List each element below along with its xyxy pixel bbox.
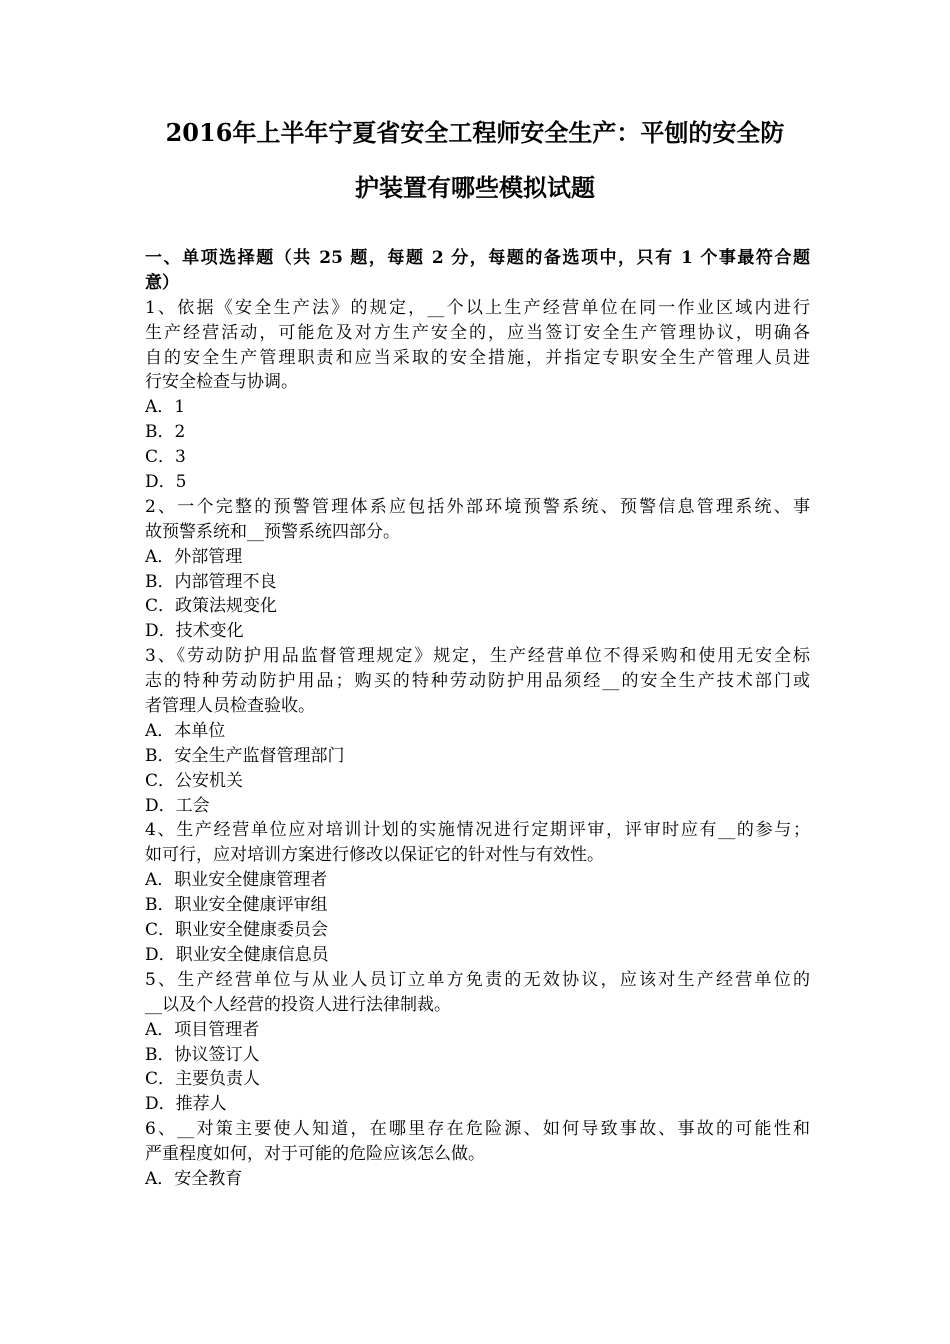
question-text: 3、《劳动防护用品监督管理规定》规定，生产经营单位不得采购和使用无安全标 [145,646,810,667]
option-b: B．安全生产监督管理部门 [145,745,345,766]
question-text: 如可行，应对培训方案进行修改以保证它的针对性与有效性。 [145,845,604,866]
option-c: C．3 [145,447,186,468]
option-b: B．职业安全健康评审组 [145,895,328,916]
question-text: 6、__对策主要使人知道，在哪里存在危险源、如何导致事故、事故的可能性和 [145,1119,810,1140]
question-text: 1、依据《安全生产法》的规定，__个以上生产经营单位在同一作业区域内进行 [145,297,810,318]
question-text: 者管理人员检查验收。 [145,696,315,717]
question-text: 4、生产经营单位应对培训计划的实施情况进行定期评审，评审时应有__的参与； [145,820,810,841]
option-d: D．职业安全健康信息员 [145,944,329,965]
question-2 [145,495,810,644]
option-a: A．本单位 [145,720,226,741]
option-a: A．项目管理者 [145,1019,260,1040]
document-body [145,246,810,1192]
question-text: 行安全检查与协调。 [145,372,298,393]
question-4 [145,818,810,967]
question-3 [145,644,810,818]
option-c: C．公安机关 [145,770,244,791]
option-a: A．职业安全健康管理者 [145,870,328,891]
option-b: B．内部管理不良 [145,571,277,592]
option-b: B．协议签订人 [145,1044,260,1065]
question-text: 严重程度如何，对于可能的危险应该怎么做。 [145,1144,485,1165]
question-text: 自的安全生产管理职责和应当采取的安全措施，并指定专职安全生产管理人员进 [145,347,810,368]
option-d: D．推荐人 [145,1094,227,1115]
question-text: 5、生产经营单位与从业人员订立单方免责的无效协议，应该对生产经营单位的 [145,969,810,990]
option-c: C．职业安全健康委员会 [145,920,329,941]
option-a: A．外部管理 [145,546,243,567]
question-text: 志的特种劳动防护用品；购买的特种劳动防护用品须经__的安全生产技术部门或 [145,671,810,692]
question-6 [145,1117,810,1192]
section-heading-cont: 意） [145,272,179,293]
option-d: D．技术变化 [145,621,244,642]
option-c: C．主要负责人 [145,1069,261,1090]
option-a: A．1 [145,397,186,418]
option-d: D．工会 [145,795,210,816]
option-a: A．安全教育 [145,1168,243,1189]
question-text: 故预警系统和__预警系统四部分。 [145,521,400,542]
option-d: D．5 [145,472,187,493]
question-1 [145,296,810,495]
section-heading: 一、单项选择题（共 25 题，每题 2 分，每题的备选项中，只有 1 个事最符合题 [145,248,810,268]
question-text: __以及个人经营的投资人进行法律制裁。 [145,994,451,1015]
document-title-line-1: 2016年上半年宁夏省安全工程师安全生产：平刨的安全防 [165,118,785,147]
question-text: 2、一个完整的预警管理体系应包括外部环境预警系统、预警信息管理系统、事 [145,496,810,517]
option-b: B．2 [145,422,186,443]
question-5 [145,968,810,1117]
question-text: 生产经营活动，可能危及对方生产安全的，应当签订安全生产管理协议，明确各 [145,322,810,343]
option-c: C．政策法规变化 [145,596,278,617]
document-title-line-2: 护装置有哪些模拟试题 [355,173,595,202]
